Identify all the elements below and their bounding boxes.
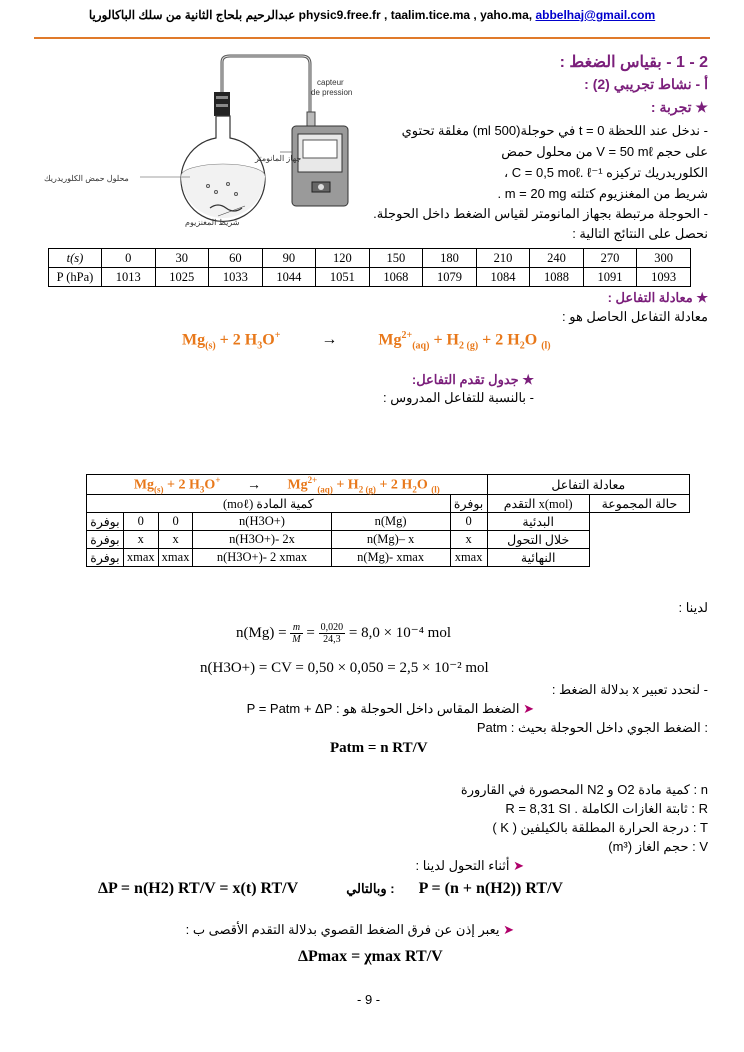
- dpmax-formula-text: ΔPmax = χmax RT/V: [298, 948, 443, 965]
- acid-solution-label: محلول حمض الكلوريدريك: [44, 174, 129, 183]
- table-row: [87, 531, 690, 549]
- header-sites: physic9.free.fr , taalim.tice.ma , yaho.ma,: [298, 8, 533, 22]
- sensor-label-2: de pression: [311, 88, 353, 97]
- patm-definition: Patm : الضغط الجوي داخل الحوجلة بحيث :: [476, 720, 708, 735]
- state-cell: خلال التحول: [487, 531, 589, 549]
- t-definition: T : درجة الحرارة المطلقة بالكيلفين ( K ): [492, 820, 708, 835]
- p-formula: P = (n + n(H2)) RT/V: [418, 880, 563, 897]
- page-header: [34, 8, 710, 22]
- t-cell: 120: [316, 249, 370, 268]
- x-cell: xmax: [450, 549, 487, 567]
- p-cell: 1079: [423, 268, 477, 287]
- p-cell: 1084: [476, 268, 530, 287]
- activity-title: أ - نشاط تجريبي (2) :: [584, 76, 708, 92]
- dp-formulas: [98, 880, 563, 898]
- excess-cell: بوفرة: [87, 549, 124, 567]
- t-cell: 270: [583, 249, 637, 268]
- pressure-row: [49, 268, 691, 287]
- experiment-text: [348, 120, 708, 204]
- reaction-equation: $Mg_{(s)} + 2$ $H_3O^+ \to Mg^{2+}_{(aq)} + H_{2 (g)} + 2$ $H_2O$ $_{(l)}$: [182, 330, 551, 352]
- table-row: [87, 513, 690, 531]
- header-row: [87, 495, 690, 513]
- state-cell: النهائية: [487, 549, 589, 567]
- p-cell: 1093: [637, 268, 691, 287]
- p-cell: 1051: [316, 268, 370, 287]
- nh3o-equation: n(H3O+) = CV = 0,50 × 0,050 = 2,5 × 10⁻² mol: [200, 660, 489, 676]
- dp-formula: ΔP = n(H2) RT/V = x(t) RT/V: [98, 880, 299, 897]
- magnesium-ribbon-label: شريط المغنزيوم: [185, 218, 240, 227]
- x-cell: 0: [450, 513, 487, 531]
- header-divider: [34, 37, 710, 39]
- state-cell: البدئية: [487, 513, 589, 531]
- reaction-heading: ★ معادلة التفاعل :: [607, 290, 708, 305]
- p-cell: 1025: [155, 268, 209, 287]
- p-cell: 1013: [102, 268, 156, 287]
- t-cell: 30: [155, 249, 209, 268]
- pressure-table: [48, 248, 691, 287]
- r-definition: R : ثابتة الغازات الكاملة . R = 8,31 SI: [505, 801, 708, 816]
- t-cell: 180: [423, 249, 477, 268]
- qty-label: كمية المادة (moℓ): [87, 495, 451, 513]
- exp-line: - ندخل عند اللحظة t = 0 في حوجلة(500 ml) مغلقة تحتوي: [401, 123, 708, 138]
- arrow-bullet-icon: ➤: [499, 922, 514, 937]
- h2-cell: 0: [123, 513, 158, 531]
- table-equation: $Mg_{(s)} + 2$ $H_3O^+ \to Mg^{2+}_{(aq)} + H_{2 (g)} + 2$ $H_2O$ $_{(l)}$: [87, 475, 488, 495]
- patm-formula-text: Patm = n RT/V: [330, 740, 428, 756]
- p-cell: 1068: [369, 268, 423, 287]
- we-have-label: لدينا :: [678, 600, 708, 615]
- x-cell: x: [450, 531, 487, 549]
- max-pressure-text: ➤ يعبر إذن عن فرق الضغط القصوي بدلالة التقدم الأقصى ب :: [185, 922, 514, 937]
- section-title: 2 - 1 - بقياس الضغط :: [559, 54, 708, 71]
- t-cell: 210: [476, 249, 530, 268]
- definitions-block: [328, 780, 708, 856]
- v-definition: V : حجم الغاز (m³): [608, 839, 708, 854]
- mg2-cell: 0: [158, 513, 193, 531]
- star-bullet-icon: ★: [518, 372, 534, 387]
- excess-cell: بوفرة: [87, 513, 124, 531]
- reaction-intro: معادلة التفاعل الحاصل هو :: [562, 309, 708, 324]
- t-cell: 60: [209, 249, 263, 268]
- time-row: [49, 249, 691, 268]
- sensor-label-1: capteur: [317, 78, 344, 87]
- numeric-fraction: $\frac{0,020}{24,3}$: [320, 622, 344, 645]
- nmg-equation: n(Mg) = $\frac{m}{M}$ = $\frac{0,020}{24,3}$ = 8,0 × 10⁻⁴ mol: [236, 622, 452, 645]
- n-definition: n : كمية مادة O2 و N2 المحصورة في القارورة: [460, 782, 708, 797]
- header-arabic-title: عبدالرحيم بلحاج الثانية من سلك الباكالوريا: [88, 8, 296, 22]
- eq-label: معادلة التفاعل: [487, 475, 689, 495]
- p-cell: 1091: [583, 268, 637, 287]
- progress-heading: ★ جدول تقدم التفاعل:: [411, 372, 534, 387]
- t-header: t(s): [49, 249, 102, 268]
- mg-cell: n(Mg): [331, 513, 450, 531]
- patm-formula: [330, 740, 428, 757]
- h2-cell: x: [123, 531, 158, 549]
- exp-line: نحصل على النتائج التالية :: [572, 226, 708, 241]
- measured-pressure-text: ➤ الضغط المقاس داخل الحوجلة هو : P = Patm + ΔP: [246, 701, 534, 716]
- exp-line: شريط من المغنزيوم كتلته m = 20 mg .: [497, 186, 708, 201]
- h3o-cell: n(H3O+)- 2 xmax: [193, 549, 331, 567]
- exp-line: على حجم V = 50 mℓ من محلول حمض: [501, 144, 708, 159]
- nmg-result: = 8,0 × 10⁻⁴ mol: [348, 624, 452, 641]
- arrow-bullet-icon: ➤: [509, 858, 524, 873]
- manometer-label: جهاز المانومتر: [255, 154, 302, 163]
- m-over-M-fraction: $\frac{m}{M}$: [292, 622, 301, 645]
- t-cell: 150: [369, 249, 423, 268]
- equation-row: [87, 475, 690, 495]
- mg2-cell: x: [158, 531, 193, 549]
- t-cell: 0: [102, 249, 156, 268]
- h3o-cell: n(H3O+): [193, 513, 331, 531]
- h2-cell: xmax: [123, 549, 158, 567]
- p-cell: 1044: [262, 268, 316, 287]
- t-cell: 90: [262, 249, 316, 268]
- state-label: حالة المجموعة: [589, 495, 689, 513]
- during-transformation: ➤ أثناء التحول لدينا :: [415, 858, 524, 873]
- t-cell: 300: [637, 249, 691, 268]
- determine-x-text: - لنحدد تعبير x بدلالة الضغط :: [551, 682, 708, 697]
- exp-line: - الحوجلة مرتبطة بجهاز المانومتر لقياس الضغط داخل الحوجلة.: [373, 206, 708, 221]
- experiment-text-2: [208, 204, 708, 244]
- header-email-link[interactable]: abbelhaj@gmail.com: [535, 8, 656, 22]
- t-cell: 240: [530, 249, 584, 268]
- therefore-label: وبالتالي :: [346, 881, 395, 896]
- h3o-cell: n(H3O+)- 2x: [193, 531, 331, 549]
- page-number: - 9 -: [357, 992, 381, 1007]
- mg-cell: n(Mg)- xmax: [331, 549, 450, 567]
- mg2-cell: xmax: [158, 549, 193, 567]
- star-bullet-icon: ★: [692, 290, 708, 305]
- nmg-lhs: n(Mg) =: [236, 624, 287, 641]
- x-label: التقدم x(mol): [487, 495, 589, 513]
- p-header: P (hPa): [49, 268, 102, 287]
- star-bullet-icon: ★: [691, 99, 708, 115]
- experiment-heading: ★ تجربة :: [650, 99, 708, 115]
- arrow-bullet-icon: ➤: [519, 701, 534, 716]
- p-cell: 1088: [530, 268, 584, 287]
- exp-line: الكلوريدريك تركيزه C = 0,5 moℓ. ℓ⁻¹ ،: [503, 165, 708, 180]
- table-row: [87, 549, 690, 567]
- excess-cell: بوفرة: [450, 495, 487, 513]
- excess-cell: بوفرة: [87, 531, 124, 549]
- p-cell: 1033: [209, 268, 263, 287]
- mg-cell: n(Mg)– x: [331, 531, 450, 549]
- progress-table: [86, 474, 690, 567]
- progress-intro: - بالنسبة للتفاعل المدروس :: [382, 390, 534, 405]
- dpmax-formula: [298, 948, 443, 966]
